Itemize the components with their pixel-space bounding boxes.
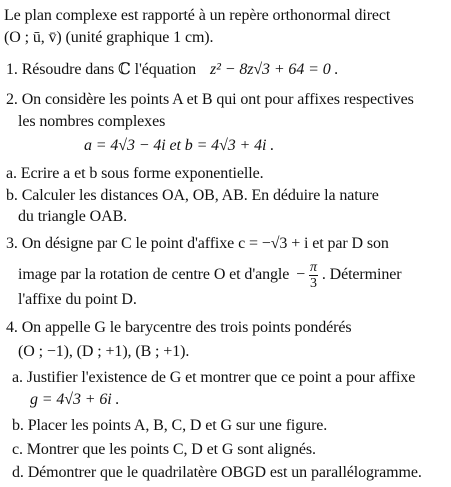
question-4a-line-1: a. Justifier l'existence de G et montrer que ce point a pour affixe [12, 369, 416, 386]
question-3-line-1: 3. On désigne par C le point d'affixe c = −√3 + i et par D son [6, 235, 389, 252]
question-4-line-1: 4. On appelle G le barycentre des trois points pondérés [6, 319, 352, 336]
angle-denominator: 3 [310, 276, 317, 291]
question-2b-line-2: du triangle OAB. [18, 208, 128, 225]
intro-line-1: Le plan complexe est rapporté à un repère orthonormal direct [4, 7, 391, 24]
angle-numerator: π [310, 260, 317, 275]
question-1-equation: z² − 8z√3 + 64 = 0 . [210, 61, 339, 78]
question-3-line-2-end: . Déterminer [321, 266, 402, 284]
question-2-line-2: les nombres complexes [18, 113, 166, 130]
question-4b: b. Placer les points A, B, C, D et G sur une figure. [12, 417, 328, 434]
question-2a: a. Ecrire a et b sous forme exponentielle. [6, 165, 264, 182]
question-2-line-1: 2. On considère les points A et B qui ont pour affixes respectives [6, 91, 414, 108]
question-4-line-2: (O ; −1), (D ; +1), (B ; +1). [18, 343, 190, 360]
question-3-line-2: image par la rotation de centre O et d'angle − $\frac{\pi}{3}$ . Déterminer [18, 260, 402, 291]
question-3-line-3: l'affixe du point D. [18, 291, 137, 308]
intro-line-2: (O ; ū, v̄) (unité graphique 1 cm). [4, 29, 214, 46]
question-4a-equation: g = 4√3 + 6i . [30, 391, 120, 408]
question-2-affixes: a = 4√3 − 4i et b = 4√3 + 4i . [84, 137, 275, 154]
angle-fraction [309, 260, 318, 291]
question-1-text: 1. Résoudre dans ℂ l'équation [6, 61, 197, 78]
question-4c: c. Montrer que les points C, D et G sont alignés. [12, 441, 316, 458]
question-4d: d. Démontrer que le quadrilatère OBGD est un parallélogramme. [12, 464, 422, 481]
question-2b-line-1: b. Calculer les distances OA, OB, AB. En déduire la nature [6, 187, 379, 204]
question-3-line-2-text: image par la rotation de centre O et d'angle [18, 266, 290, 284]
